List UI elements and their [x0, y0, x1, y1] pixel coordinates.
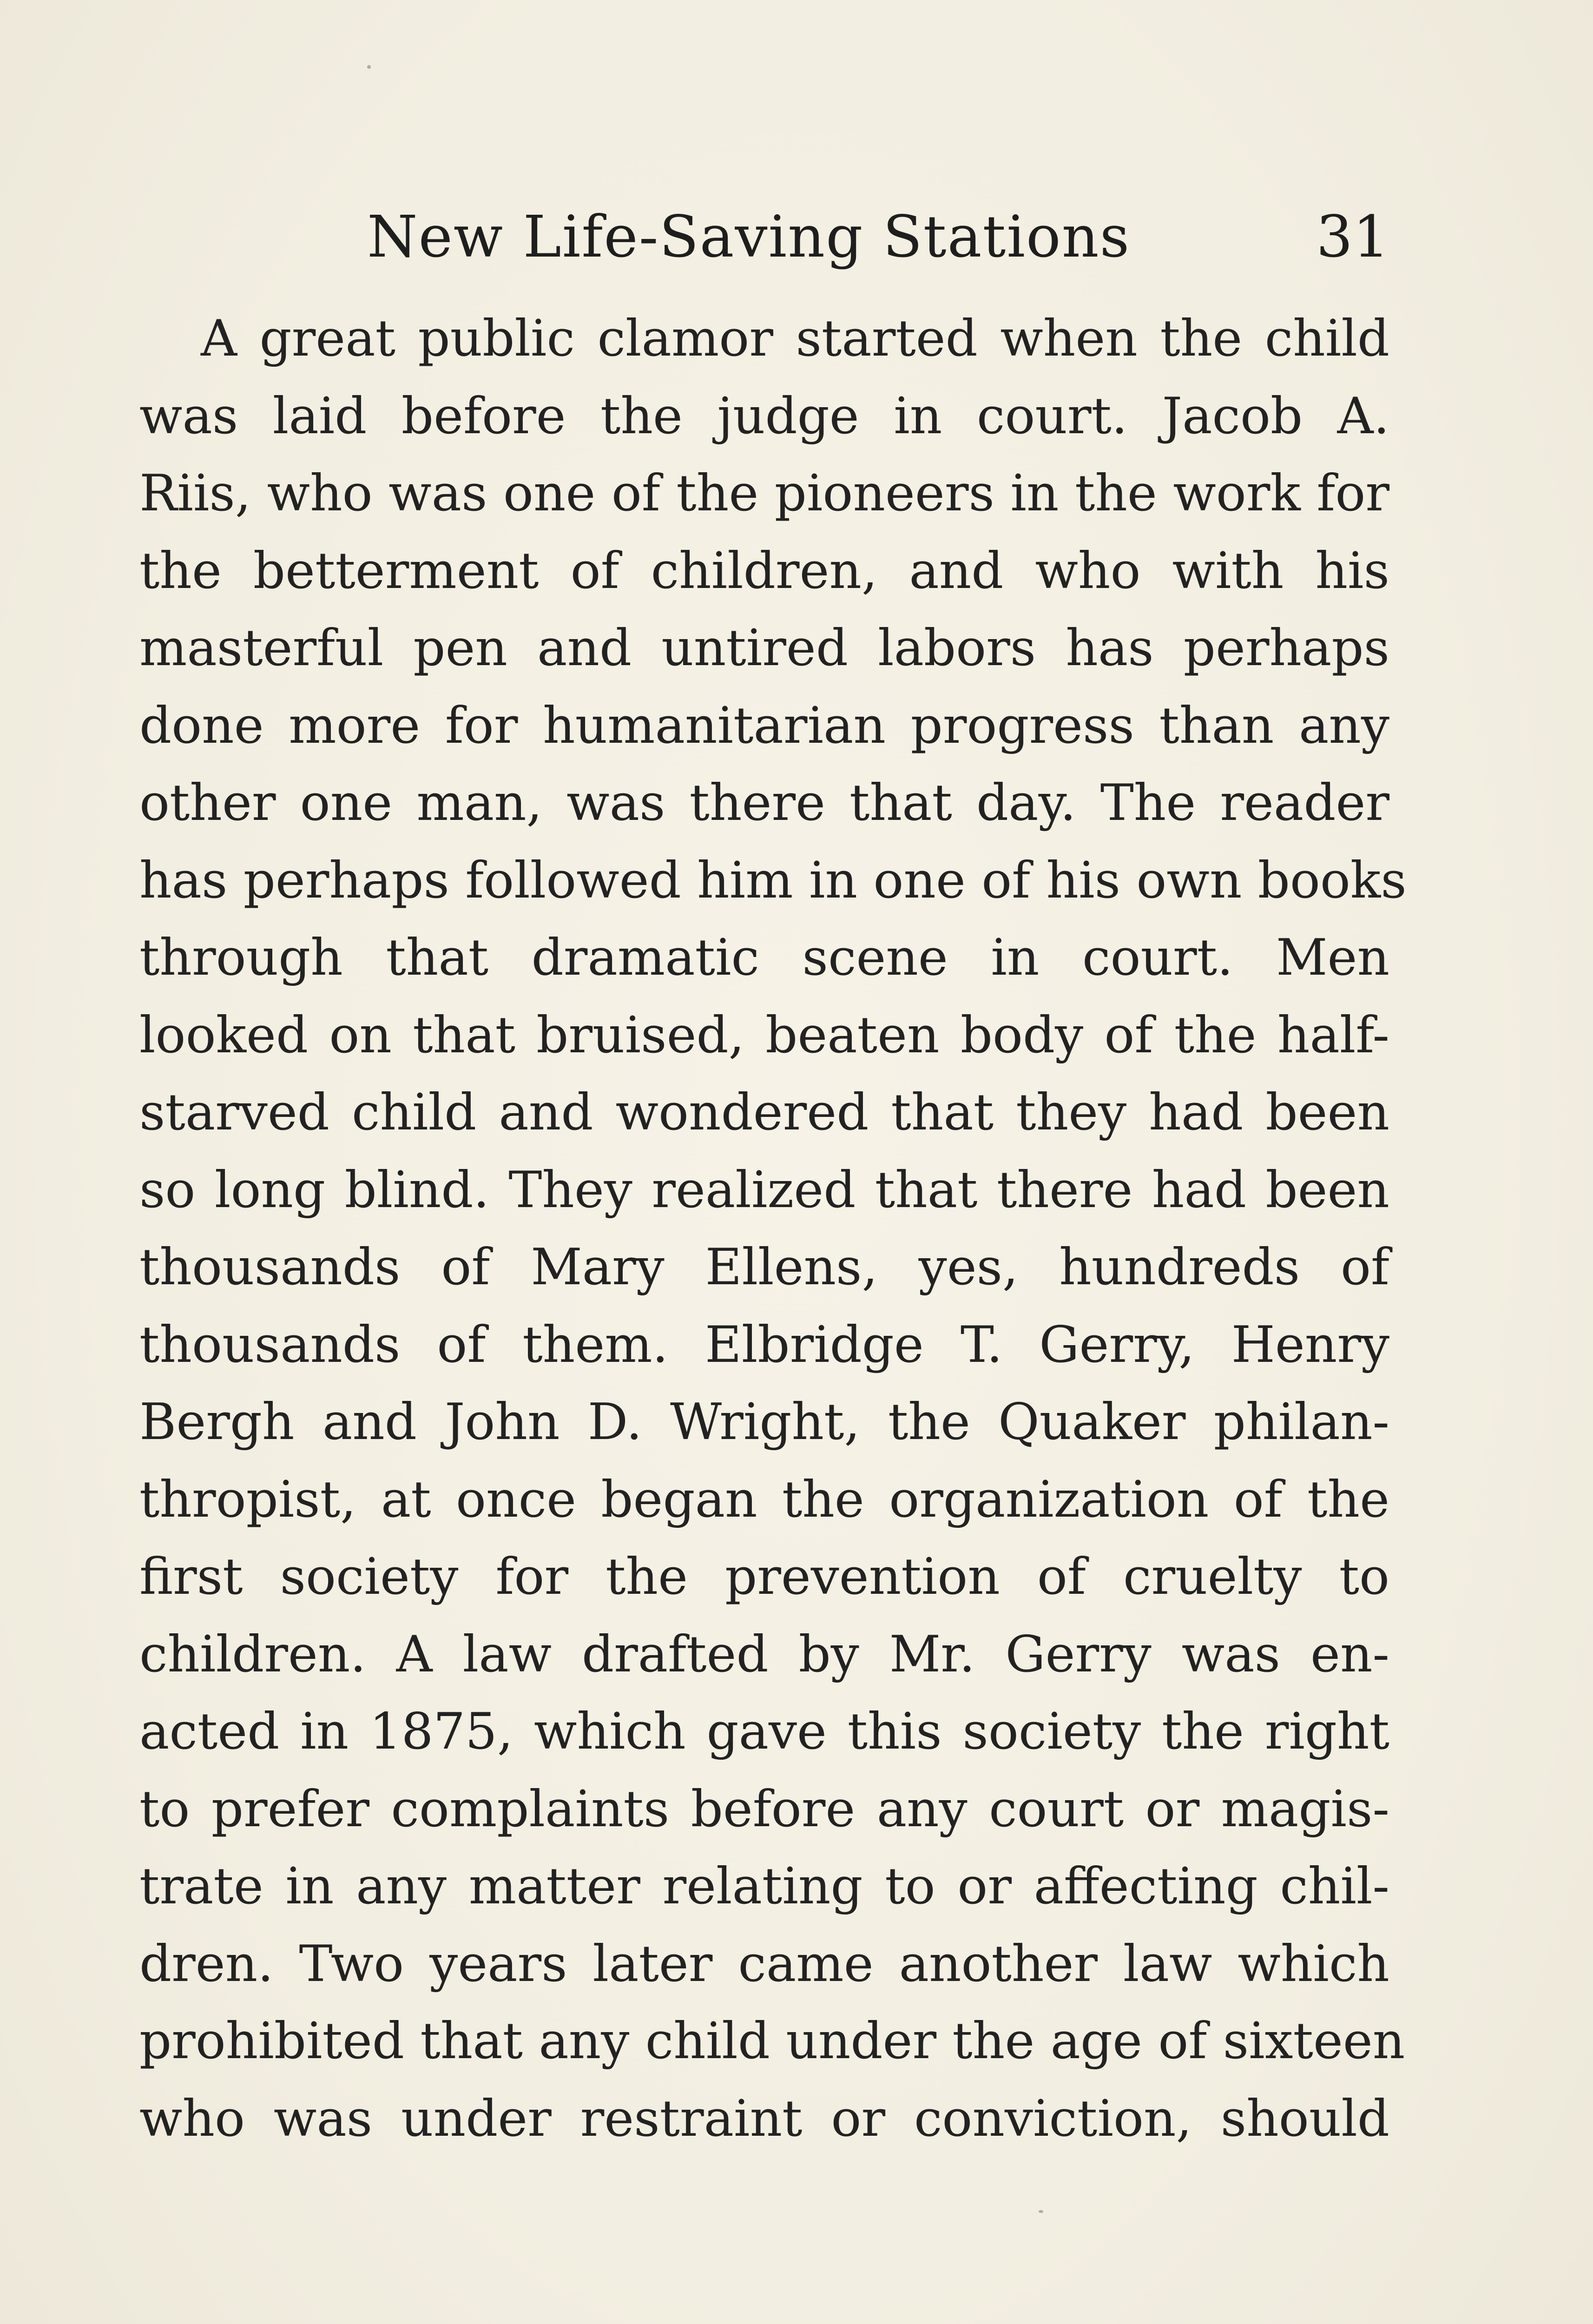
text-line: thousands of Mary Ellens, yes, hundreds of [139, 1238, 1389, 1296]
text-line: so long blind. They realized that there had been [139, 1161, 1389, 1219]
text-line: who was under restraint or conviction, should [139, 2089, 1389, 2148]
text-line: trate in any matter relating to or affecting chil- [139, 1857, 1389, 1915]
text-line: prohibited that any child under the age of sixteen [139, 2012, 1405, 2070]
paper-speck [367, 65, 371, 69]
body-text [139, 300, 1407, 2158]
text-line: children. A law drafted by Mr. Gerry was en- [139, 1625, 1389, 1684]
text-line: starved child and wondered that they had been [139, 1083, 1389, 1142]
text-line: done more for humanitarian progress than any [139, 696, 1389, 755]
text-line: has perhaps followed him in one of his own books [139, 851, 1407, 910]
text-line: through that dramatic scene in court. Men [139, 929, 1389, 987]
text-line: was laid before the judge in court. Jacob A. [139, 387, 1389, 445]
text-line: looked on that bruised, beaten body of the half- [139, 1006, 1389, 1064]
page-number: 31 [1316, 204, 1389, 271]
text-line: dren. Two years later came another law which [139, 1934, 1389, 1993]
page-header [367, 195, 1389, 279]
text-line: to prefer complaints before any court or magis- [139, 1780, 1389, 1838]
running-title: New Life-Saving Stations [367, 204, 1131, 271]
text-line: first society for the prevention of cruelty to [139, 1548, 1389, 1606]
text-line: acted in 1875, which gave this society the right [139, 1703, 1389, 1761]
paper-speck [1039, 2210, 1043, 2213]
text-line: A great public clamor started when the child [201, 310, 1389, 368]
text-line: Riis, who was one of the pioneers in the work for [139, 464, 1389, 522]
text-line: thousands of them. Elbridge T. Gerry, Henry [139, 1315, 1389, 1374]
text-line: the betterment of children, and who with his [139, 541, 1389, 600]
text-line: thropist, at once began the organization of the [139, 1470, 1389, 1529]
text-line: Bergh and John D. Wright, the Quaker philan- [139, 1393, 1389, 1451]
text-line: other one man, was there that day. The reader [139, 774, 1389, 832]
text-line: masterful pen and untired labors has perhaps [139, 619, 1389, 677]
